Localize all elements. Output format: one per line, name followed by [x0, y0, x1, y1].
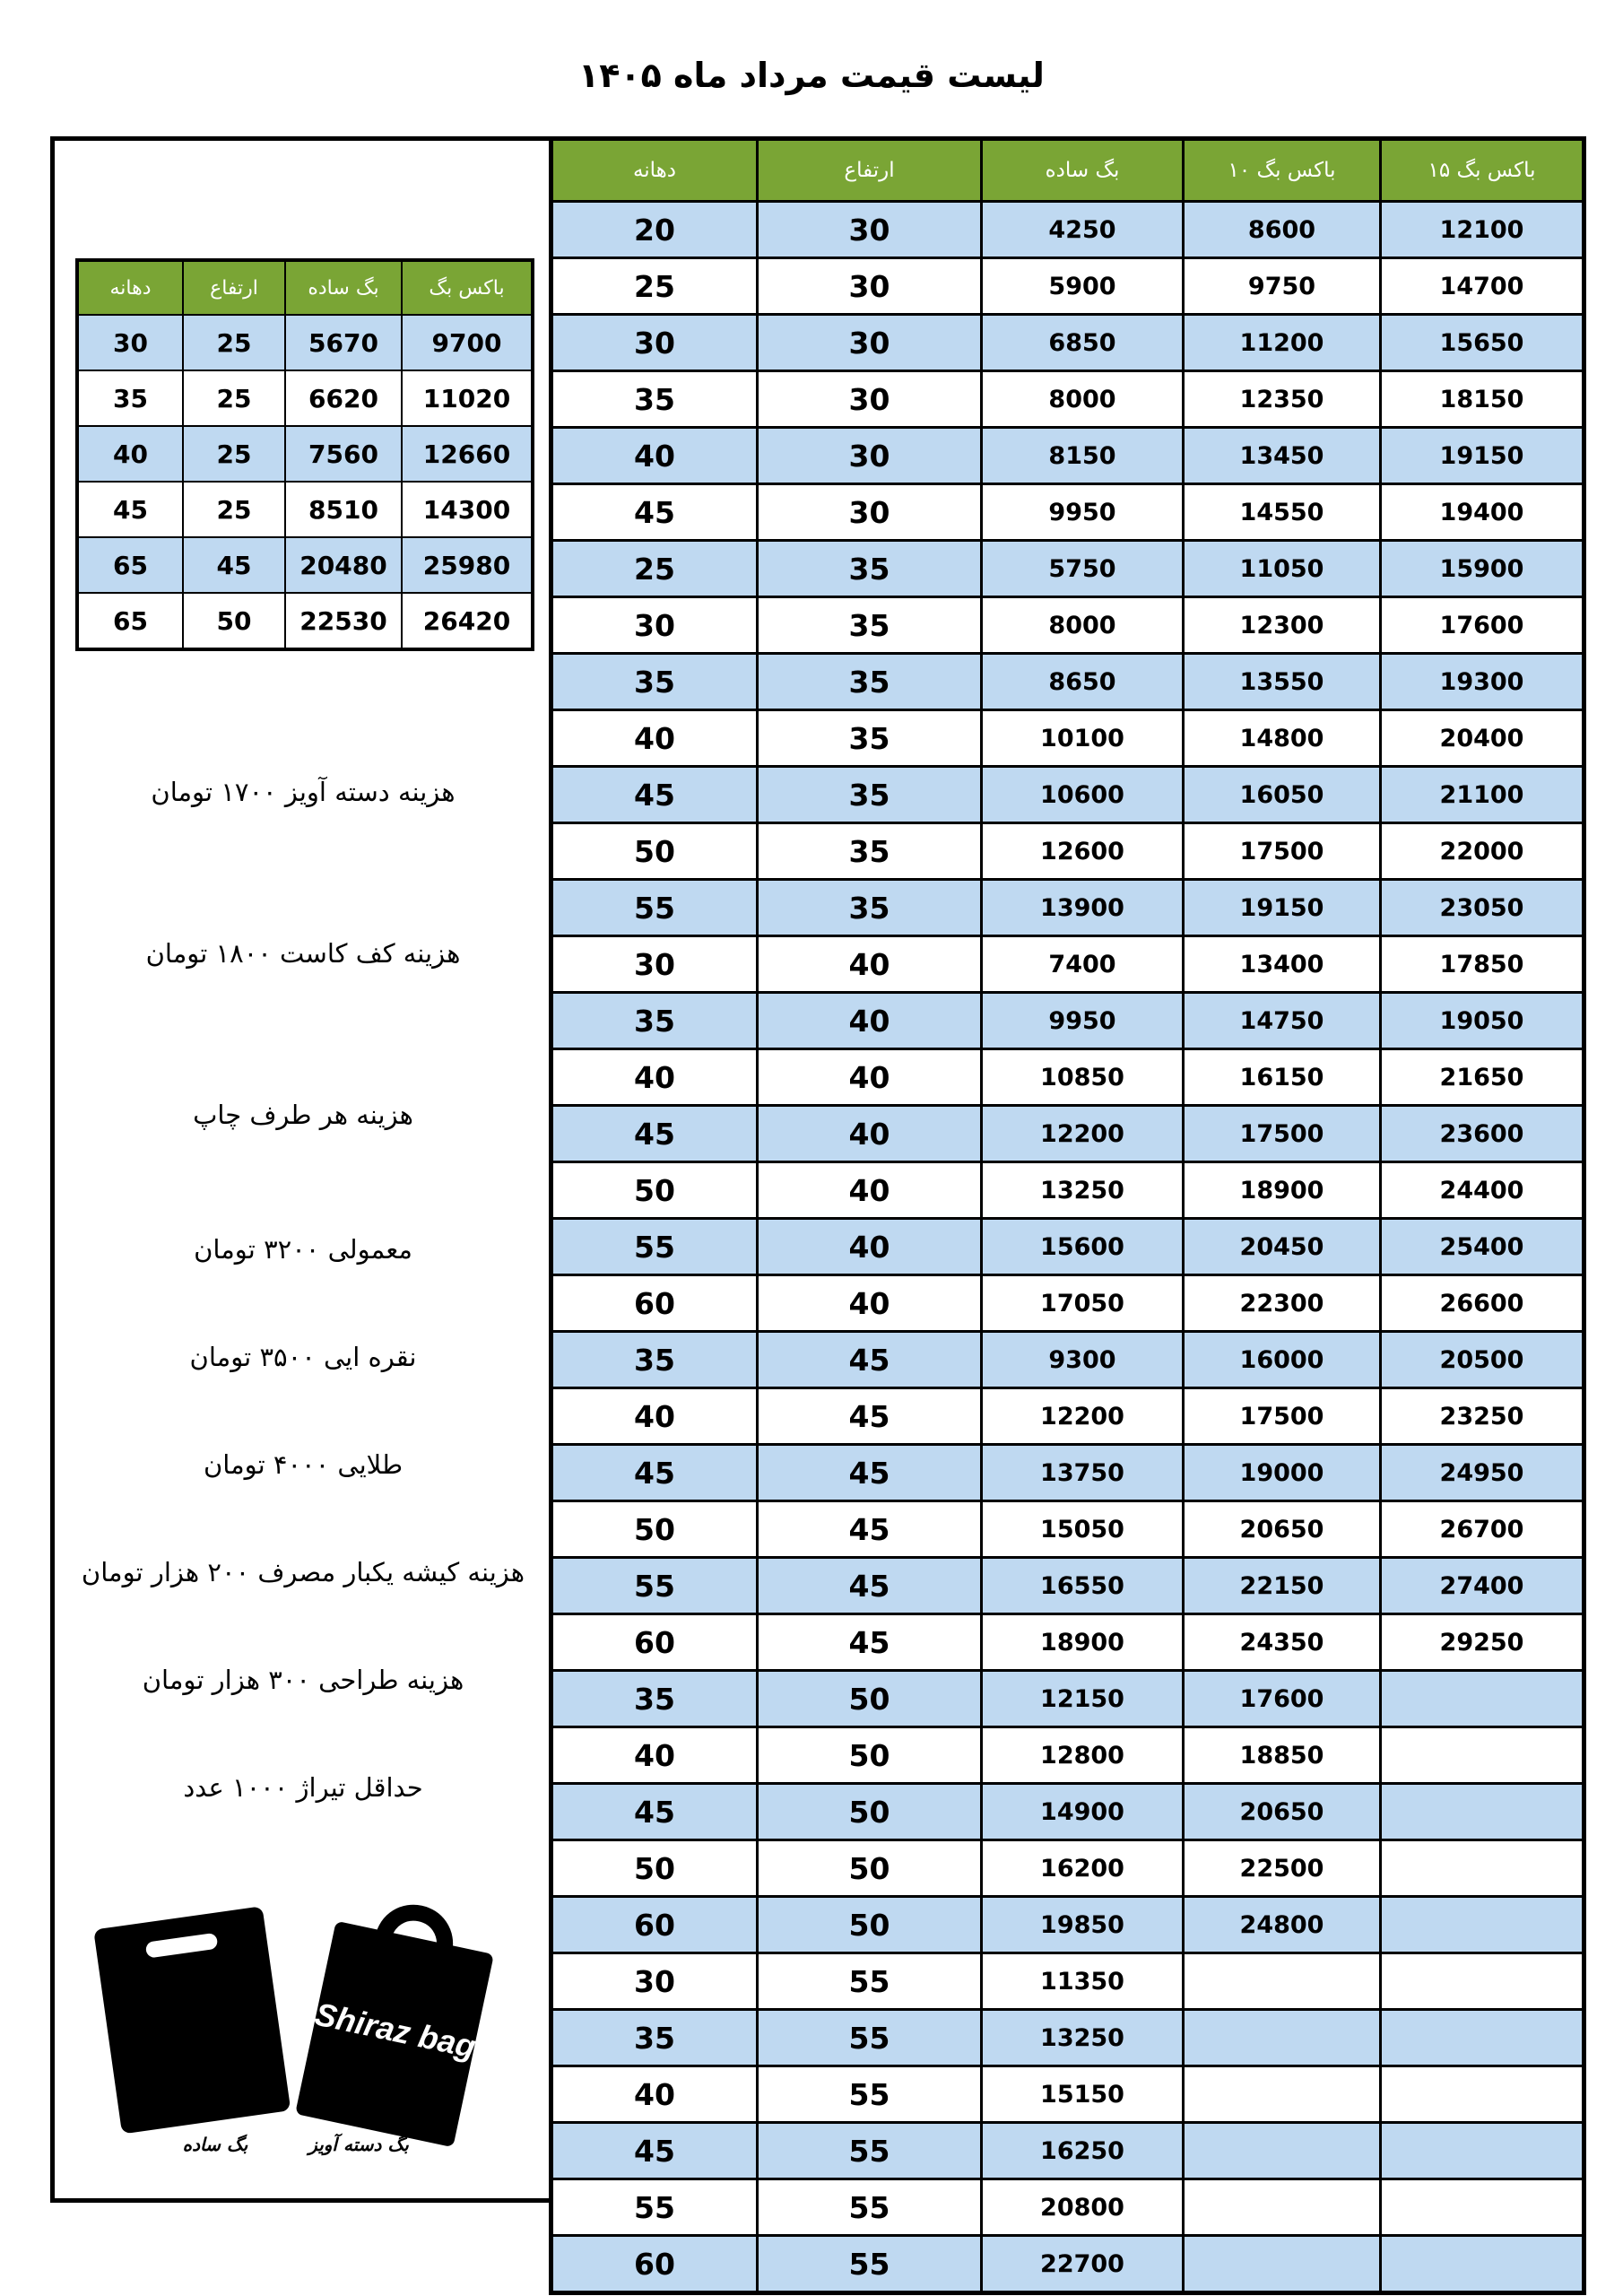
- cell-box-bag-10: 18850: [1184, 1727, 1381, 1784]
- cell-height: 50: [758, 1897, 982, 1953]
- cell-box-bag-10: 12350: [1184, 371, 1381, 428]
- cell-plain-bag: 8650: [982, 654, 1184, 710]
- small-table-header-row: [77, 260, 533, 315]
- cell-opening: 30: [551, 597, 758, 654]
- cell-opening: 60: [551, 1897, 758, 1953]
- label-plain-bag: بگ ساده: [182, 2134, 248, 2155]
- cell-opening: 45: [551, 484, 758, 541]
- cell-plain-bag: 15150: [982, 2066, 1184, 2123]
- cell-box-bag-10: 16050: [1184, 767, 1381, 823]
- cell-opening: 35: [551, 2010, 758, 2066]
- table-row: [551, 1275, 1584, 1332]
- cell-height: 35: [758, 541, 982, 597]
- cell-height: 45: [758, 1614, 982, 1671]
- cell-plain-bag: 8000: [982, 371, 1184, 428]
- note-print-regular: معمولی ۳۲۰۰ تومان: [194, 1234, 412, 1265]
- cell-plain-bag: 14900: [982, 1784, 1184, 1840]
- cell-box-bag-10: 17500: [1184, 823, 1381, 880]
- table-row: [551, 371, 1584, 428]
- cell-box-bag-10: 11050: [1184, 541, 1381, 597]
- cell-box-bag-15: 17600: [1381, 597, 1584, 654]
- table-row: [551, 767, 1584, 823]
- small-cell-plain-bag: 7560: [285, 426, 402, 482]
- cell-opening: 40: [551, 2066, 758, 2123]
- cell-opening: 40: [551, 710, 758, 767]
- cell-box-bag-15: 15650: [1381, 315, 1584, 371]
- cell-box-bag-10: 17500: [1184, 1388, 1381, 1445]
- small-cell-height: 50: [183, 593, 285, 649]
- cell-height: 40: [758, 936, 982, 993]
- cell-box-bag-10: 20450: [1184, 1219, 1381, 1275]
- note-print-side-cost: هزینه هر طرف چاپ: [193, 1100, 413, 1130]
- cell-box-bag-10: 17600: [1184, 1671, 1381, 1727]
- small-table-row: [77, 426, 533, 482]
- cell-plain-bag: 12600: [982, 823, 1184, 880]
- cell-plain-bag: 20800: [982, 2179, 1184, 2236]
- cell-plain-bag: 19850: [982, 1897, 1184, 1953]
- cell-box-bag-10: 17500: [1184, 1106, 1381, 1162]
- cell-height: 30: [758, 484, 982, 541]
- note-handle-cost: هزینه دسته آویز ۱۷۰۰ تومان: [151, 777, 456, 807]
- cell-box-bag-10: 13450: [1184, 428, 1381, 484]
- cell-plain-bag: 10600: [982, 767, 1184, 823]
- cell-height: 55: [758, 1953, 982, 2010]
- small-cell-opening: 35: [77, 370, 183, 426]
- cell-opening: 35: [551, 1671, 758, 1727]
- small-cell-opening: 30: [77, 315, 183, 370]
- table-row: [551, 1897, 1584, 1953]
- cell-box-bag-15: 27400: [1381, 1558, 1584, 1614]
- cell-plain-bag: 22700: [982, 2236, 1184, 2293]
- cell-plain-bag: 16200: [982, 1840, 1184, 1897]
- table-row: [551, 993, 1584, 1049]
- cell-plain-bag: 5900: [982, 258, 1184, 315]
- cell-opening: 60: [551, 1614, 758, 1671]
- cell-plain-bag: 18900: [982, 1614, 1184, 1671]
- small-cell-plain-bag: 20480: [285, 537, 402, 593]
- cell-box-bag-15: 17850: [1381, 936, 1584, 993]
- cell-height: 55: [758, 2236, 982, 2293]
- table-row: [551, 710, 1584, 767]
- small-table-row: [77, 315, 533, 370]
- header-plain-bag: بگ ساده: [982, 139, 1184, 202]
- small-cell-height: 25: [183, 482, 285, 537]
- cell-box-bag-10: [1184, 2066, 1381, 2123]
- small-cell-plain-bag: 5670: [285, 315, 402, 370]
- cell-opening: 45: [551, 767, 758, 823]
- cell-box-bag-15: 23250: [1381, 1388, 1584, 1445]
- small-cell-box-bag: 9700: [402, 315, 533, 370]
- table-row: [551, 1953, 1584, 2010]
- cell-plain-bag: 16550: [982, 1558, 1184, 1614]
- table-row: [551, 1219, 1584, 1275]
- note-design-cost: هزینه طراحی ۳۰۰ هزار تومان: [142, 1665, 464, 1695]
- cell-opening: 45: [551, 1784, 758, 1840]
- cell-box-bag-10: [1184, 1953, 1381, 2010]
- cell-plain-bag: 16250: [982, 2123, 1184, 2179]
- table-row: [551, 597, 1584, 654]
- cell-opening: 45: [551, 1445, 758, 1501]
- cell-height: 50: [758, 1784, 982, 1840]
- small-header-height: ارتفاع: [183, 260, 285, 315]
- table-row: [551, 2123, 1584, 2179]
- cell-box-bag-15: 14700: [1381, 258, 1584, 315]
- cell-opening: 45: [551, 1106, 758, 1162]
- cell-height: 50: [758, 1671, 982, 1727]
- cell-plain-bag: 8000: [982, 597, 1184, 654]
- cell-box-bag-10: 19000: [1184, 1445, 1381, 1501]
- cell-opening: 55: [551, 1219, 758, 1275]
- small-cell-box-bag: 14300: [402, 482, 533, 537]
- cell-height: 30: [758, 315, 982, 371]
- cell-plain-bag: 13900: [982, 880, 1184, 936]
- cell-box-bag-15: 18150: [1381, 371, 1584, 428]
- table-row: [551, 1332, 1584, 1388]
- cell-height: 45: [758, 1558, 982, 1614]
- cell-box-bag-15: 22000: [1381, 823, 1584, 880]
- small-cell-height: 45: [183, 537, 285, 593]
- cell-plain-bag: 4250: [982, 202, 1184, 258]
- cell-box-bag-15: [1381, 2179, 1584, 2236]
- cell-height: 40: [758, 993, 982, 1049]
- cell-opening: 30: [551, 936, 758, 993]
- cell-box-bag-15: 21100: [1381, 767, 1584, 823]
- table-row: [551, 1727, 1584, 1784]
- cell-plain-bag: 9950: [982, 484, 1184, 541]
- small-cell-opening: 45: [77, 482, 183, 537]
- small-header-box-bag: باکس بگ: [402, 260, 533, 315]
- note-print-gold: طلایی ۴۰۰۰ تومان: [203, 1449, 404, 1480]
- cell-box-bag-15: 19400: [1381, 484, 1584, 541]
- cell-height: 55: [758, 2010, 982, 2066]
- bags-illustration: [90, 1882, 511, 2160]
- cell-opening: 20: [551, 202, 758, 258]
- small-cell-plain-bag: 6620: [285, 370, 402, 426]
- cell-height: 45: [758, 1388, 982, 1445]
- table-row: [551, 1671, 1584, 1727]
- small-cell-box-bag: 11020: [402, 370, 533, 426]
- small-price-table: [75, 258, 531, 651]
- page-title: لیست قیمت مرداد ماه ۱۴۰۵: [578, 56, 1045, 95]
- small-table-row: [77, 593, 533, 649]
- table-row: [551, 484, 1584, 541]
- cell-box-bag-15: 25400: [1381, 1219, 1584, 1275]
- cell-box-bag-10: [1184, 2123, 1381, 2179]
- cell-box-bag-15: 20500: [1381, 1332, 1584, 1388]
- small-cell-plain-bag: 22530: [285, 593, 402, 649]
- cell-height: 30: [758, 258, 982, 315]
- cell-height: 35: [758, 880, 982, 936]
- cell-opening: 55: [551, 2179, 758, 2236]
- cell-box-bag-15: [1381, 2010, 1584, 2066]
- header-box-bag-15: باکس بگ ۱۵: [1381, 139, 1584, 202]
- cell-box-bag-15: 23050: [1381, 880, 1584, 936]
- table-row: [551, 258, 1584, 315]
- label-handle-bag: بگ دسته آویز: [308, 2134, 409, 2155]
- cell-box-bag-10: 20650: [1184, 1784, 1381, 1840]
- cell-box-bag-15: 19050: [1381, 993, 1584, 1049]
- table-row: [551, 1840, 1584, 1897]
- table-row: [551, 2179, 1584, 2236]
- note-disposable-bag-cost: هزینه کیشه یکبار مصرف ۲۰۰ هزار تومان: [81, 1557, 525, 1587]
- plain-bag-icon: [93, 1906, 291, 2134]
- cell-height: 45: [758, 1445, 982, 1501]
- table-row: [551, 654, 1584, 710]
- cell-box-bag-15: [1381, 1897, 1584, 1953]
- cell-height: 45: [758, 1332, 982, 1388]
- cell-plain-bag: 6850: [982, 315, 1184, 371]
- cell-box-bag-10: 16150: [1184, 1049, 1381, 1106]
- cell-box-bag-10: 18900: [1184, 1162, 1381, 1219]
- cell-height: 35: [758, 823, 982, 880]
- small-cell-opening: 40: [77, 426, 183, 482]
- cell-opening: 25: [551, 541, 758, 597]
- note-bottom-gusset-cost: هزینه کف کاست ۱۸۰۰ تومان: [145, 938, 461, 969]
- cell-height: 40: [758, 1162, 982, 1219]
- cell-box-bag-15: 26600: [1381, 1275, 1584, 1332]
- table-row: [551, 1501, 1584, 1558]
- cell-box-bag-10: 19150: [1184, 880, 1381, 936]
- cell-box-bag-10: 14800: [1184, 710, 1381, 767]
- cell-box-bag-10: 9750: [1184, 258, 1381, 315]
- cell-height: 50: [758, 1840, 982, 1897]
- table-row: [551, 1558, 1584, 1614]
- cell-height: 35: [758, 597, 982, 654]
- cell-plain-bag: 10850: [982, 1049, 1184, 1106]
- table-row: [551, 2010, 1584, 2066]
- handle-bag-icon: [294, 1897, 500, 2148]
- cell-plain-bag: 10100: [982, 710, 1184, 767]
- cell-box-bag-15: 24950: [1381, 1445, 1584, 1501]
- cell-opening: 50: [551, 1162, 758, 1219]
- cell-height: 30: [758, 202, 982, 258]
- table-row: [551, 1106, 1584, 1162]
- header-height: ارتفاع: [758, 139, 982, 202]
- cell-height: 55: [758, 2123, 982, 2179]
- cell-height: 55: [758, 2066, 982, 2123]
- table-row: [551, 428, 1584, 484]
- cell-box-bag-10: 20650: [1184, 1501, 1381, 1558]
- cell-plain-bag: 13250: [982, 1162, 1184, 1219]
- cell-box-bag-15: 29250: [1381, 1614, 1584, 1671]
- cell-opening: 40: [551, 1049, 758, 1106]
- small-cell-height: 25: [183, 370, 285, 426]
- cell-box-bag-10: 13550: [1184, 654, 1381, 710]
- cell-box-bag-15: 19150: [1381, 428, 1584, 484]
- cell-box-bag-10: 16000: [1184, 1332, 1381, 1388]
- cell-plain-bag: 9300: [982, 1332, 1184, 1388]
- cell-box-bag-10: 11200: [1184, 315, 1381, 371]
- cell-box-bag-10: 22150: [1184, 1558, 1381, 1614]
- table-row: [551, 1614, 1584, 1671]
- cell-box-bag-15: 19300: [1381, 654, 1584, 710]
- small-cell-plain-bag: 8510: [285, 482, 402, 537]
- cell-box-bag-15: 15900: [1381, 541, 1584, 597]
- cell-height: 40: [758, 1049, 982, 1106]
- cell-opening: 40: [551, 1727, 758, 1784]
- cell-opening: 60: [551, 2236, 758, 2293]
- table-row: [551, 823, 1584, 880]
- cell-plain-bag: 8150: [982, 428, 1184, 484]
- cell-plain-bag: 9950: [982, 993, 1184, 1049]
- cell-box-bag-10: 24350: [1184, 1614, 1381, 1671]
- cell-box-bag-15: [1381, 1953, 1584, 2010]
- cell-opening: 50: [551, 823, 758, 880]
- cell-box-bag-10: 13400: [1184, 936, 1381, 993]
- cell-opening: 55: [551, 880, 758, 936]
- small-cell-box-bag: 26420: [402, 593, 533, 649]
- cell-opening: 40: [551, 428, 758, 484]
- table-row: [551, 1388, 1584, 1445]
- shiraz-bag-logo: [90, 1882, 511, 2160]
- small-table-row: [77, 370, 533, 426]
- cell-box-bag-15: 26700: [1381, 1501, 1584, 1558]
- cell-plain-bag: 13250: [982, 2010, 1184, 2066]
- note-minimum-order: حداقل تیراژ ۱۰۰۰ عدد: [183, 1772, 423, 1803]
- cell-plain-bag: 12200: [982, 1388, 1184, 1445]
- cell-box-bag-10: 12300: [1184, 597, 1381, 654]
- table-row: [551, 315, 1584, 371]
- cell-height: 35: [758, 654, 982, 710]
- cell-box-bag-10: 14750: [1184, 993, 1381, 1049]
- cell-opening: 25: [551, 258, 758, 315]
- cell-plain-bag: 7400: [982, 936, 1184, 993]
- cell-opening: 45: [551, 2123, 758, 2179]
- small-cell-box-bag: 25980: [402, 537, 533, 593]
- cell-opening: 60: [551, 1275, 758, 1332]
- note-print-silver: نقره ایی ۳۵۰۰ تومان: [189, 1342, 417, 1372]
- cell-opening: 35: [551, 654, 758, 710]
- small-table-row: [77, 482, 533, 537]
- small-header-plain-bag: بگ ساده: [285, 260, 402, 315]
- main-table-header-row: [551, 139, 1584, 202]
- cell-plain-bag: 12800: [982, 1727, 1184, 1784]
- small-cell-height: 25: [183, 315, 285, 370]
- cell-plain-bag: 5750: [982, 541, 1184, 597]
- cell-box-bag-15: [1381, 2066, 1584, 2123]
- cell-plain-bag: 12150: [982, 1671, 1184, 1727]
- cell-box-bag-15: [1381, 1727, 1584, 1784]
- cell-box-bag-10: [1184, 2236, 1381, 2293]
- cell-plain-bag: 17050: [982, 1275, 1184, 1332]
- small-table-row: [77, 537, 533, 593]
- table-row: [551, 1162, 1584, 1219]
- cell-height: 35: [758, 710, 982, 767]
- cell-opening: 35: [551, 993, 758, 1049]
- table-row: [551, 880, 1584, 936]
- small-header-opening: دهانه: [77, 260, 183, 315]
- cell-height: 40: [758, 1219, 982, 1275]
- cell-box-bag-10: 22500: [1184, 1840, 1381, 1897]
- cell-opening: 30: [551, 1953, 758, 2010]
- table-row: [551, 1784, 1584, 1840]
- small-cell-opening: 65: [77, 537, 183, 593]
- table-row: [551, 936, 1584, 993]
- cell-plain-bag: 13750: [982, 1445, 1184, 1501]
- logo-brand-text: Shiraz bag: [311, 1995, 480, 2066]
- table-row: [551, 2236, 1584, 2293]
- cell-height: 55: [758, 2179, 982, 2236]
- cell-box-bag-10: 8600: [1184, 202, 1381, 258]
- header-box-bag-10: باکس بگ ۱۰: [1184, 139, 1381, 202]
- table-row: [551, 1445, 1584, 1501]
- cell-box-bag-15: [1381, 2236, 1584, 2293]
- cell-box-bag-15: 12100: [1381, 202, 1584, 258]
- cell-box-bag-10: 24800: [1184, 1897, 1381, 1953]
- cell-box-bag-10: [1184, 2179, 1381, 2236]
- cell-height: 40: [758, 1275, 982, 1332]
- cell-opening: 50: [551, 1840, 758, 1897]
- cell-box-bag-15: [1381, 1840, 1584, 1897]
- small-cell-box-bag: 12660: [402, 426, 533, 482]
- cell-opening: 55: [551, 1558, 758, 1614]
- cell-opening: 35: [551, 1332, 758, 1388]
- cell-box-bag-15: 21650: [1381, 1049, 1584, 1106]
- table-row: [551, 202, 1584, 258]
- cell-height: 50: [758, 1727, 982, 1784]
- cell-height: 40: [758, 1106, 982, 1162]
- cell-height: 35: [758, 767, 982, 823]
- main-price-table: [549, 136, 1582, 2282]
- cell-opening: 40: [551, 1388, 758, 1445]
- cell-box-bag-15: 23600: [1381, 1106, 1584, 1162]
- cell-height: 45: [758, 1501, 982, 1558]
- cell-height: 30: [758, 428, 982, 484]
- header-opening: دهانه: [551, 139, 758, 202]
- cell-plain-bag: 11350: [982, 1953, 1184, 2010]
- cell-box-bag-15: [1381, 1671, 1584, 1727]
- cell-opening: 50: [551, 1501, 758, 1558]
- table-row: [551, 2066, 1584, 2123]
- cell-opening: 35: [551, 371, 758, 428]
- cell-plain-bag: 12200: [982, 1106, 1184, 1162]
- cell-box-bag-10: [1184, 2010, 1381, 2066]
- cell-opening: 30: [551, 315, 758, 371]
- small-cell-height: 25: [183, 426, 285, 482]
- table-row: [551, 541, 1584, 597]
- cell-height: 30: [758, 371, 982, 428]
- cell-plain-bag: 15050: [982, 1501, 1184, 1558]
- table-row: [551, 1049, 1584, 1106]
- cell-box-bag-15: [1381, 2123, 1584, 2179]
- cell-box-bag-15: 24400: [1381, 1162, 1584, 1219]
- cell-box-bag-15: 20400: [1381, 710, 1584, 767]
- cell-plain-bag: 15600: [982, 1219, 1184, 1275]
- cell-box-bag-15: [1381, 1784, 1584, 1840]
- cell-box-bag-10: 22300: [1184, 1275, 1381, 1332]
- cell-box-bag-10: 14550: [1184, 484, 1381, 541]
- small-cell-opening: 65: [77, 593, 183, 649]
